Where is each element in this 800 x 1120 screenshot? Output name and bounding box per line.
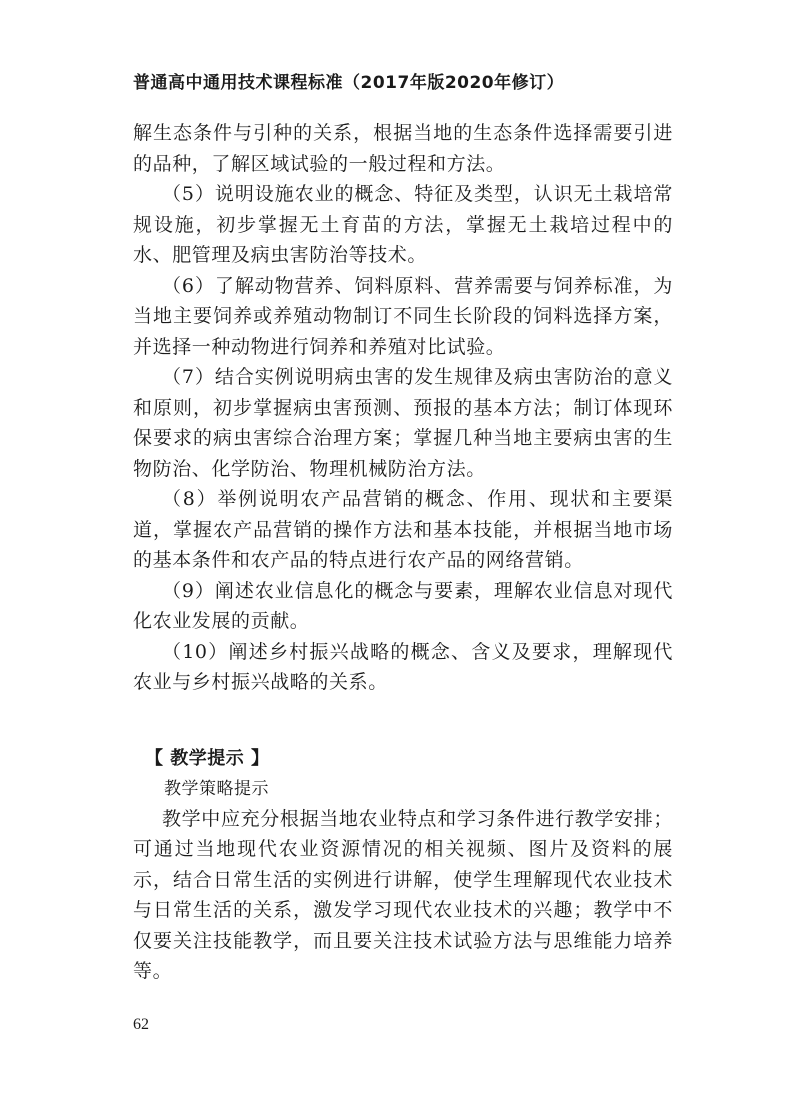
paragraph-item-8: （8）举例说明农产品营销的概念、作用、现状和主要渠道，掌握农产品营销的操作方法和基本技能，并根据当地市场的基本条件和农产品的特点进行农产品的网络营销。 xyxy=(133,488,673,571)
paragraph-item-7: （7）结合实例说明病虫害的发生规律及病虫害防治的意义和原则，初步掌握病虫害预测、预报的基本方法；制订体现环保要求的病虫害综合治理方案；掌握几种当地主要病虫害的生物防治、化学防治、物理机械防治方法。 xyxy=(133,366,673,480)
paragraph-continued: 解生态条件与引种的关系，根据当地的生态条件选择需要引进的品种，了解区域试验的一般过程和方法。 xyxy=(133,122,673,175)
section-spacer xyxy=(133,698,673,744)
paragraph-item-5: （5）说明设施农业的概念、特征及类型，认识无土栽培常规设施，初步掌握无土育苗的方法，掌握无土栽培过程中的水、肥管理及病虫害防治等技术。 xyxy=(133,183,673,266)
teaching-paragraph: 教学中应充分根据当地农业特点和学习条件进行教学安排；可通过当地现代农业资源情况的相关视频、图片及资料的展示，结合日常生活的实例进行讲解，使学生理解现代农业技术与日常生活的关系，激发学习现代农业技术的兴趣；教学中不仅要关注技能教学，而且要关注技术试验方法与思维能力培养等。 xyxy=(133,807,673,982)
paragraph-item-6: （6）了解动物营养、饲料原料、营养需要与饲养标准，为当地主要饲养或养殖动物制订不同生长阶段的饲料选择方案，并选择一种动物进行饲养和养殖对比试验。 xyxy=(133,274,673,358)
page-number: 62 xyxy=(133,1016,149,1033)
body-text xyxy=(133,118,673,987)
running-header: 普通高中通用技术课程标准（2017年版2020年修订） xyxy=(133,73,565,93)
paragraph-item-9: （9）阐述农业信息化的概念与要素，理解农业信息对现代化农业发展的贡献。 xyxy=(133,579,673,632)
section-heading: 【 教学提示 】 xyxy=(145,747,270,769)
paragraph-item-10: （10）阐述乡村振兴战略的概念、含义及要求，理解现代农业与乡村振兴战略的关系。 xyxy=(133,640,673,693)
sub-heading: 教学策略提示 xyxy=(164,778,269,799)
